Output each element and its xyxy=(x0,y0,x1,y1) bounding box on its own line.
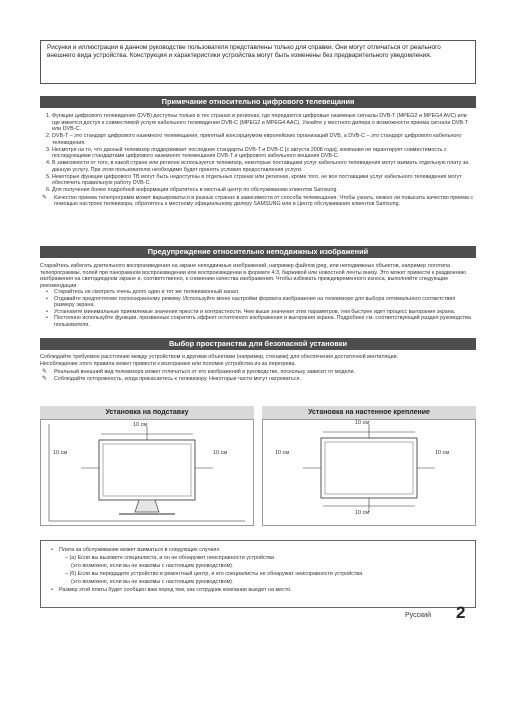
stand-right-distance: 10 см xyxy=(213,450,228,456)
service-line: – (б) Если вы передадите устройство в ремонтный центр, и его специалисты не обнаружат неисправности устройства xyxy=(65,571,363,577)
wall-left-distance: 10 см xyxy=(275,450,290,456)
stand-diagram-drawing xyxy=(41,420,253,525)
list-item: 4. В зависимости от того, в какой стране или регионе используется телевизор, некоторые поставщики услуг кабельного телевидения могут взимать отдельную плату за данную услугу. При этом пользователю необходимо будет принять условия предоставления услуги. xyxy=(52,160,476,173)
wall-title: Установка на настенное крепление xyxy=(262,406,476,419)
space-section-title: Выбор пространства для безопасной установки xyxy=(40,338,476,350)
service-line: (это возможно, если вы не знакомы с настоящим руководством). xyxy=(71,579,234,585)
wall-diagram xyxy=(262,419,476,526)
still-section-body xyxy=(40,263,476,328)
stand-left-distance: 10 см xyxy=(53,450,68,456)
note-pencil-icon: ✎ xyxy=(42,194,48,201)
list-item: • Постоянно используйте функции, призванные сократить эффект остаточного изображения и выгорания экрана. Подробнее см. соответствующий раздел руководства пользователя. xyxy=(54,315,476,328)
list-item: • Старайтесь не смотреть очень долго один и тот же телевизионный канал. xyxy=(54,289,476,296)
page-number: 2 xyxy=(456,603,466,622)
service-line: • Размер этой платы будет сообщен вам перед тем, как сотрудник компании выедет на место. xyxy=(51,587,292,593)
note-text: Реальный внешний вид телевизора может отличаться от его изображений в руководстве, поскольку зависит от модели. xyxy=(54,369,356,375)
service-line: • Плата за обслуживание может взиматься в следующих случаях. xyxy=(51,547,221,553)
wall-right-distance: 10 см xyxy=(435,450,450,456)
space-note-2 xyxy=(40,376,476,383)
service-line: – (а) Если вы вызовете специалиста, и он не обнаружит неисправности устройства xyxy=(65,555,275,561)
stand-top-distance: 10 см xyxy=(133,422,148,428)
space-intro: Соблюдайте требуемое расстояние между устройством и другими объектами (например, стенами) для обеспечения достаточной вентиляции. xyxy=(40,354,399,360)
service-line: (это возможно, если вы не знакомы с настоящим руководством). xyxy=(71,563,234,569)
space-intro-2: Несоблюдение этого правила может привести к возгоранию или поломке устройства из-за перегрева. xyxy=(40,360,296,367)
list-item: 5. Некоторые функции цифрового ТВ могут быть недоступны в отдельных странах или регионах, кроме того, не все поставщики услуг кабельного телевидения могут обеспечить правильную работу DVB-C. xyxy=(52,174,476,187)
install-diagrams xyxy=(40,406,476,526)
stand-diagram xyxy=(40,419,254,526)
footer-language: Русский xyxy=(405,612,431,619)
note-pencil-icon: ✎ xyxy=(42,375,48,382)
wall-top-distance: 10 см xyxy=(355,420,370,426)
note-text: Качество приема телепрограмм может варьироваться в разных странах в зависимости от способа телевещания. Чтобы узнать, можно ли повысить качество приема с помощью настроек телевизора, обратитесь к местному официальному дилеру SAMSUNG или в Центр обслуживания клиентов Samsung. xyxy=(54,194,474,208)
list-item: 2. DVB-T – это стандарт цифрового наземного телевещания, принятый консорциумом европейских организаций DVB, а DVB-C – это стандарт цифрового кабельного телевидения. xyxy=(52,133,476,146)
dtv-list xyxy=(40,113,476,194)
list-item: 1. Функции цифрового телевидения (DVB) доступны только в тех странах и регионах, где передаются цифровые наземные сигналы DVB-T (MPEG2 и MPEG4 AVC) или где имеется доступ к совместимой услуге кабельного телевидения DVB-C (MPEG2 и MPEG4 AAC). Узнайте у местного дилера о возможности приема сигнала DVB-T или DVB-C. xyxy=(52,113,476,133)
wall-bottom-distance: 10 см xyxy=(355,510,370,516)
list-item: • Установите минимальные приемлемые значения яркости и контрастности. Чем выше значения этих параметров, тем быстрее идет процесс выгорания экрана. xyxy=(54,309,476,316)
list-item: • Отдавайте предпочтение полноэкранному режиму. Используйте меню настройки формата изображения на телевизоре для выбора оптимального соответствия размеру экрана. xyxy=(54,296,476,309)
still-section-title: Предупреждение относительно неподвижных изображений xyxy=(40,246,476,258)
list-item: 6. Для получения более подробной информации обратитесь в местный центр по обслуживанию клиентов Samsung. xyxy=(52,187,476,194)
dtv-section-body xyxy=(40,113,476,208)
stand-title: Установка на подставку xyxy=(40,406,254,419)
dtv-section-title: Примечание относительно цифрового телевещания xyxy=(40,96,476,108)
still-bullets xyxy=(40,289,476,328)
space-section-body xyxy=(40,354,476,382)
still-intro: Старайтесь избегать длительного воспроизведения на экране неподвижных изображений, например файлов jpeg, или неподвижных объектов, например логотипа телепрограммы, полей при панорамном воспроизведении или воспроизведении в формате 4:3, бирживой или новостной ленты внизу. Это может привести к раздвоению изображения на светодиодном экране и, соответственно, к снижению качества изображения. Чтобы избежать преждевременного износа, выполняйте следующие рекомендации. xyxy=(40,263,466,289)
note-text: Соблюдайте осторожность, когда прикасаетесь к телевизору. Некоторые части могут нагреваться. xyxy=(54,375,301,382)
dtv-note xyxy=(40,195,476,208)
note-pencil-icon: ✎ xyxy=(42,369,48,375)
list-item: 3. Несмотря на то, что данный телевизор поддерживает последние стандарты DVB-T и DVB-C [с августа 2008 года], компания не гарантирует совместимость с последующими стандартами цифрового наземного телевещания DVB-T и цифрового кабельного вещания DVB-C. xyxy=(52,147,476,160)
service-fee-box xyxy=(40,540,476,608)
intro-disclaimer: Рисунки и иллюстрации в данном руководстве пользователя представлены только для справки. Они могут отличаться от реального внешнего вида устройства. Конструкция и характеристики устройства могут быть изменены без предварительного уведомления. xyxy=(40,40,476,84)
